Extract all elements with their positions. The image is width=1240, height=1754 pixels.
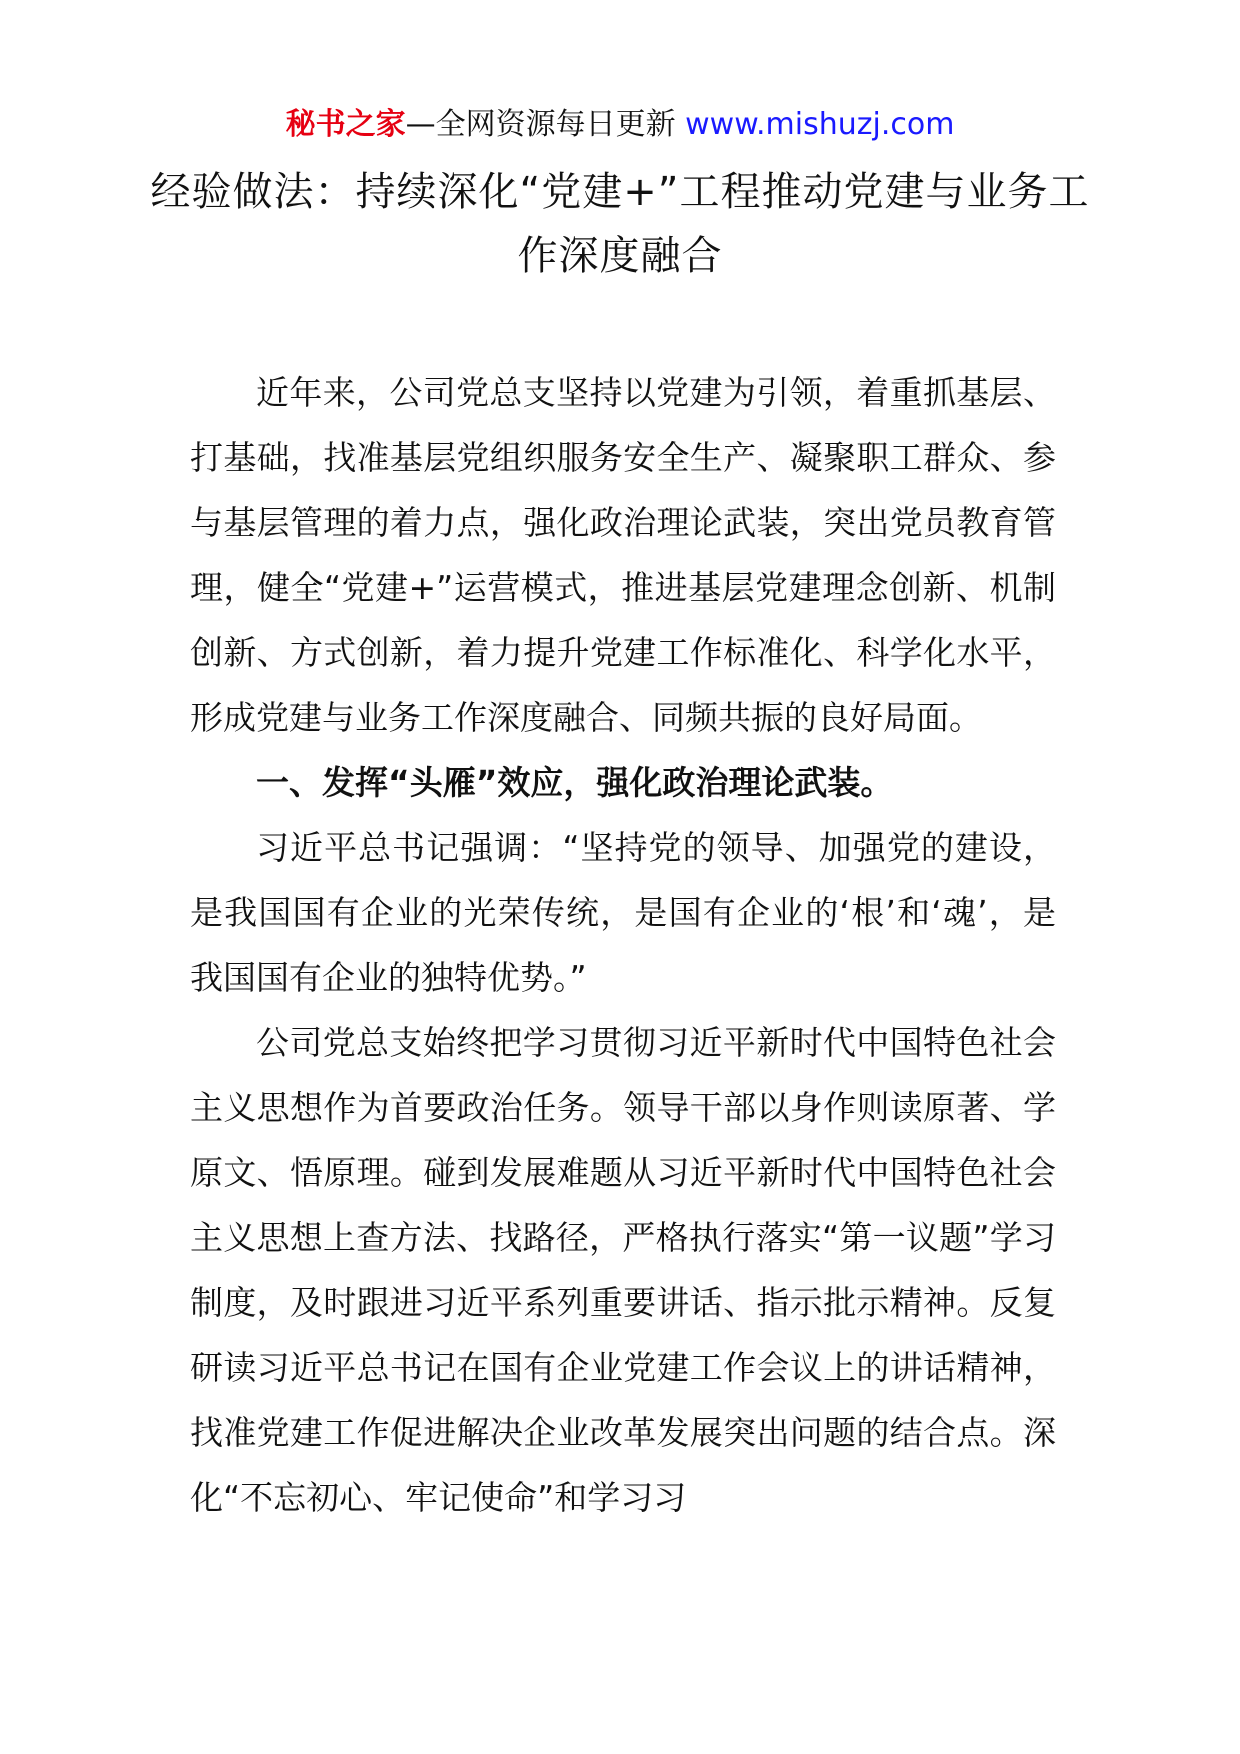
site-url-link[interactable]: www.mishuzj.com (685, 107, 955, 142)
site-header (0, 100, 1240, 150)
document-title: 经验做法：持续深化“党建+”工程推动党建与业务工作深度融合 (150, 169, 1090, 279)
brand-name: 秘书之家 (285, 107, 406, 142)
section-heading: 一、发挥“头雁”效应，强化政治理论武装。 (256, 763, 894, 802)
body-paragraph: 公司党总支始终把学习贯彻习近平新时代中国特色社会主义思想作为首要政治任务。领导干部以身作则读原著、学原文、悟原理。碰到发展难题从习近平新时代中国特色社会主义思想上查方法、找路径，严格执行落实“第一议题”学习制度，及时跟进习近平系列重要讲话、指示批示精神。反复研读习近平总书记在国有企业党建工作会议上的讲话精神，找准党建工作促进解决企业改革发展突出问题的结合点。深化“不忘初心、牢记使命”和学习习 (190, 1023, 1056, 1517)
document-body (190, 360, 1056, 1530)
intro-paragraph: 近年来，公司党总支坚持以党建为引领，着重抓基层、打基础，找准基层党组织服务安全生产、凝聚职工群众、参与基层管理的着力点，强化政治理论武装，突出党员教育管理，健全“党建+”运营模式，推进基层党建理念创新、机制创新、方式创新，着力提升党建工作标准化、科学化水平，形成党建与业务工作深度融合、同频共振的良好局面。 (190, 373, 1056, 737)
quote-paragraph: 习近平总书记强调：“坚持党的领导、加强党的建设，是我国国有企业的光荣传统，是国有企业的‘根’和‘魂’，是我国国有企业的独特优势。” (190, 828, 1056, 997)
site-tagline: —全网资源每日更新 (405, 107, 686, 142)
